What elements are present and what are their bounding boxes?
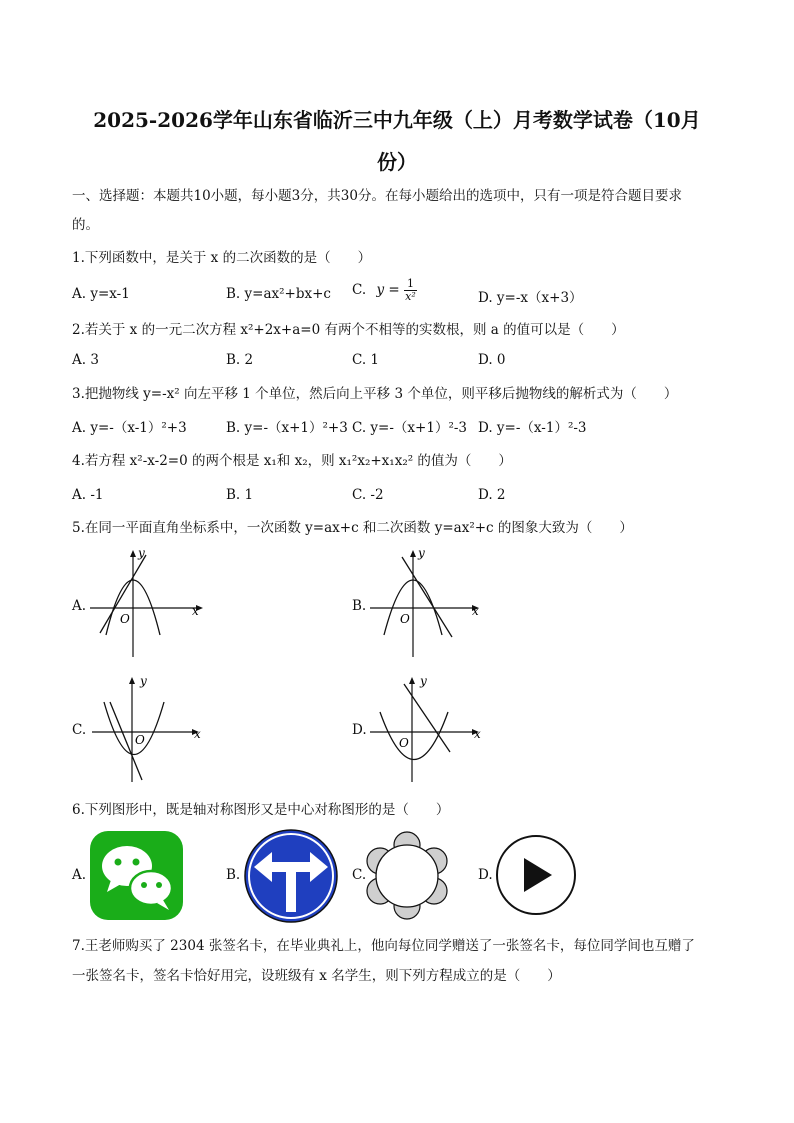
parabola-curve [380, 712, 448, 760]
wechat-eye [141, 882, 147, 888]
y-axis-label: y [420, 674, 427, 688]
exam-title-line1: 2025-2026学年山东省临沂三中九年级（上）月考数学试卷（10月 [93, 108, 701, 132]
q1-stem: 1.下列函数中，是关于 x 的二次函数的是（ ） [72, 250, 372, 266]
q5-stem: 5.在同一平面直角坐标系中，一次函数 y=ax+c 和二次函数 y=ax²+c 的图象大致为（ ） [72, 520, 633, 536]
sign-stem [286, 866, 296, 912]
q1-option-c-fraction [404, 278, 417, 303]
q4-option-c: C. -2 [352, 487, 384, 503]
q4-stem: 4.若方程 x²-x-2=0 的两个根是 x₁和 x₂，则 x₁²x₂+x₁x₂² 的值为（ ） [72, 453, 512, 469]
origin-label: O [120, 612, 130, 626]
q3-option-a: A. y=-（x-1）²+3 [72, 420, 187, 436]
y-axis-label: y [140, 674, 147, 688]
origin-label: O [400, 612, 410, 626]
flower-center [376, 845, 438, 907]
q1-c-denominator: x² [405, 290, 416, 303]
x-axis-label: x [194, 727, 201, 741]
q2-option-d: D. 0 [478, 352, 506, 368]
flower-icon [364, 830, 450, 920]
x-axis-label: x [474, 727, 481, 741]
linear-line [404, 684, 450, 752]
play-icon [494, 832, 578, 918]
q1-option-c-fx: y = [376, 282, 400, 298]
q6-option-a: A. [72, 867, 87, 883]
q3-option-b: B. y=-（x+1）²+3 [226, 420, 348, 436]
y-axis-arrow [129, 677, 135, 684]
wechat-icon [89, 830, 185, 922]
section-intro-line1: 一、选择题：本题共10小题，每小题3分，共30分。在每小题给出的选项中，只有一项是符合题目要求 [72, 188, 682, 204]
q5-graph-d [368, 672, 488, 784]
q1-option-b: B. y=ax²+bx+c [226, 286, 331, 302]
q7-stem-line1: 7.王老师购买了 2304 张签名卡，在毕业典礼上，他向每位同学赠送了一张签名卡，每位同学间也互赠了 [72, 938, 695, 954]
q5-option-c: C. [72, 722, 87, 738]
q6-option-d: D. [478, 867, 493, 883]
q2-option-a: A. 3 [72, 352, 99, 368]
q7-stem-line2: 一张签名卡，签名卡恰好用完，设班级有 x 名学生，则下列方程成立的是（ ） [72, 968, 561, 984]
y-axis-label: y [138, 546, 145, 560]
x-axis-label: x [192, 604, 199, 618]
q1-option-d: D. y=-x（x+3） [478, 290, 583, 306]
wechat-eye [133, 859, 140, 866]
q6-option-c: C. [352, 867, 367, 883]
origin-label: O [399, 736, 409, 750]
q5-option-b: B. [352, 598, 367, 614]
sign-bar [268, 862, 314, 872]
q3-stem: 3.把抛物线 y=-x² 向左平移 1 个单位，然后向上平移 3 个单位，则平移后抛物线的解析式为（ ） [72, 386, 678, 402]
q1-option-a: A. y=x-1 [72, 286, 130, 302]
wechat-bubble-small [130, 871, 172, 905]
q6-stem: 6.下列图形中，既是轴对称图形又是中心对称图形的是（ ） [72, 802, 450, 818]
q5-graph-a [88, 545, 208, 660]
q4-option-b: B. 1 [226, 487, 254, 503]
q6-option-b: B. [226, 867, 241, 883]
y-axis-arrow [130, 550, 136, 557]
y-axis-label: y [418, 546, 425, 560]
wechat-eye [115, 859, 122, 866]
x-axis-label: x [472, 604, 479, 618]
direction-sign-icon [242, 828, 340, 924]
q5-option-d: D. [352, 722, 367, 738]
q1-option-c-label: C. [352, 282, 367, 298]
y-axis-arrow [410, 550, 416, 557]
q2-option-c: C. 1 [352, 352, 380, 368]
origin-label: O [135, 733, 145, 747]
q5-graph-c [90, 672, 210, 784]
section-intro-line2: 的。 [72, 217, 99, 233]
q5-graph-b [368, 545, 488, 660]
q2-stem: 2.若关于 x 的一元二次方程 x²+2x+a=0 有两个不相等的实数根，则 a 的值可以是（ ） [72, 322, 625, 338]
q5-option-a: A. [72, 598, 87, 614]
wechat-eye [156, 882, 162, 888]
q3-option-d: D. y=-（x-1）²-3 [478, 420, 587, 436]
q4-option-a: A. -1 [72, 487, 104, 503]
y-axis-arrow [409, 677, 415, 684]
exam-title-line2: 份） [377, 150, 417, 174]
q4-option-d: D. 2 [478, 487, 506, 503]
q2-option-b: B. 2 [226, 352, 254, 368]
q3-option-c: C. y=-（x+1）²-3 [352, 420, 468, 436]
q1-c-numerator: 1 [404, 278, 417, 291]
q1-option-c [352, 278, 417, 303]
